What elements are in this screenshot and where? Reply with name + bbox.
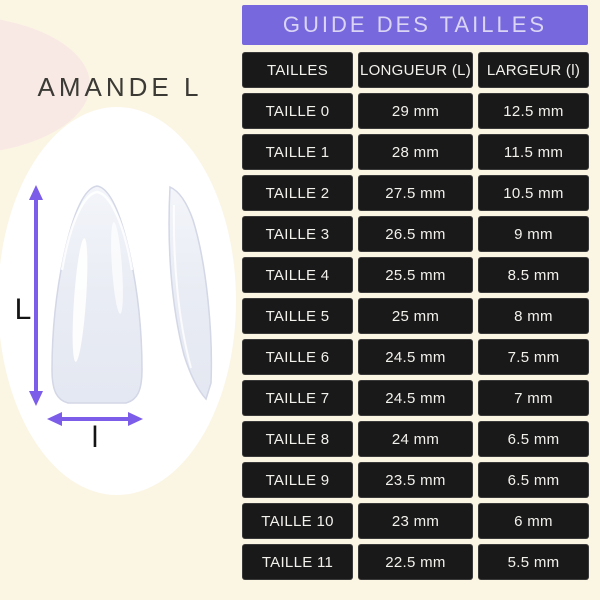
size-cell: TAILLE 0 xyxy=(242,93,353,129)
length-cell: 25 mm xyxy=(358,298,473,334)
width-cell: 8 mm xyxy=(478,298,589,334)
length-label: L xyxy=(14,293,32,326)
size-cell: TAILLE 3 xyxy=(242,216,353,252)
size-cell: TAILLE 2 xyxy=(242,175,353,211)
size-cell: TAILLE 6 xyxy=(242,339,353,375)
length-cell: 27.5 mm xyxy=(358,175,473,211)
column-header-length: LONGUEUR (L) xyxy=(358,52,473,88)
table-title: GUIDE DES TAILLES xyxy=(242,5,588,45)
length-cell: 24.5 mm xyxy=(358,339,473,375)
nail-front-view xyxy=(52,186,142,403)
nail-side-view xyxy=(169,187,211,399)
width-cell: 6 mm xyxy=(478,503,589,539)
width-cell: 6.5 mm xyxy=(478,462,589,498)
column-header-width: LARGEUR (l) xyxy=(478,52,589,88)
width-cell: 10.5 mm xyxy=(478,175,589,211)
width-cell: 11.5 mm xyxy=(478,134,589,170)
width-cell: 5.5 mm xyxy=(478,544,589,580)
size-cell: TAILLE 9 xyxy=(242,462,353,498)
size-cell: TAILLE 10 xyxy=(242,503,353,539)
length-cell: 24 mm xyxy=(358,421,473,457)
length-cell: 22.5 mm xyxy=(358,544,473,580)
size-cell: TAILLE 11 xyxy=(242,544,353,580)
size-cell: TAILLE 5 xyxy=(242,298,353,334)
width-cell: 7 mm xyxy=(478,380,589,416)
width-cell: 12.5 mm xyxy=(478,93,589,129)
length-cell: 23 mm xyxy=(358,503,473,539)
shape-title: AMANDE L xyxy=(37,72,203,102)
length-cell: 29 mm xyxy=(358,93,473,129)
width-cell: 8.5 mm xyxy=(478,257,589,293)
width-cell: 7.5 mm xyxy=(478,339,589,375)
size-cell: TAILLE 8 xyxy=(242,421,353,457)
size-cell: TAILLE 4 xyxy=(242,257,353,293)
size-table xyxy=(242,52,588,580)
length-cell: 25.5 mm xyxy=(358,257,473,293)
width-cell: 9 mm xyxy=(478,216,589,252)
width-cell: 6.5 mm xyxy=(478,421,589,457)
length-cell: 23.5 mm xyxy=(358,462,473,498)
size-cell: TAILLE 1 xyxy=(242,134,353,170)
length-cell: 24.5 mm xyxy=(358,380,473,416)
width-label: l xyxy=(91,421,99,454)
column-header-sizes: TAILLES xyxy=(242,52,353,88)
size-cell: TAILLE 7 xyxy=(242,380,353,416)
length-cell: 28 mm xyxy=(358,134,473,170)
length-cell: 26.5 mm xyxy=(358,216,473,252)
